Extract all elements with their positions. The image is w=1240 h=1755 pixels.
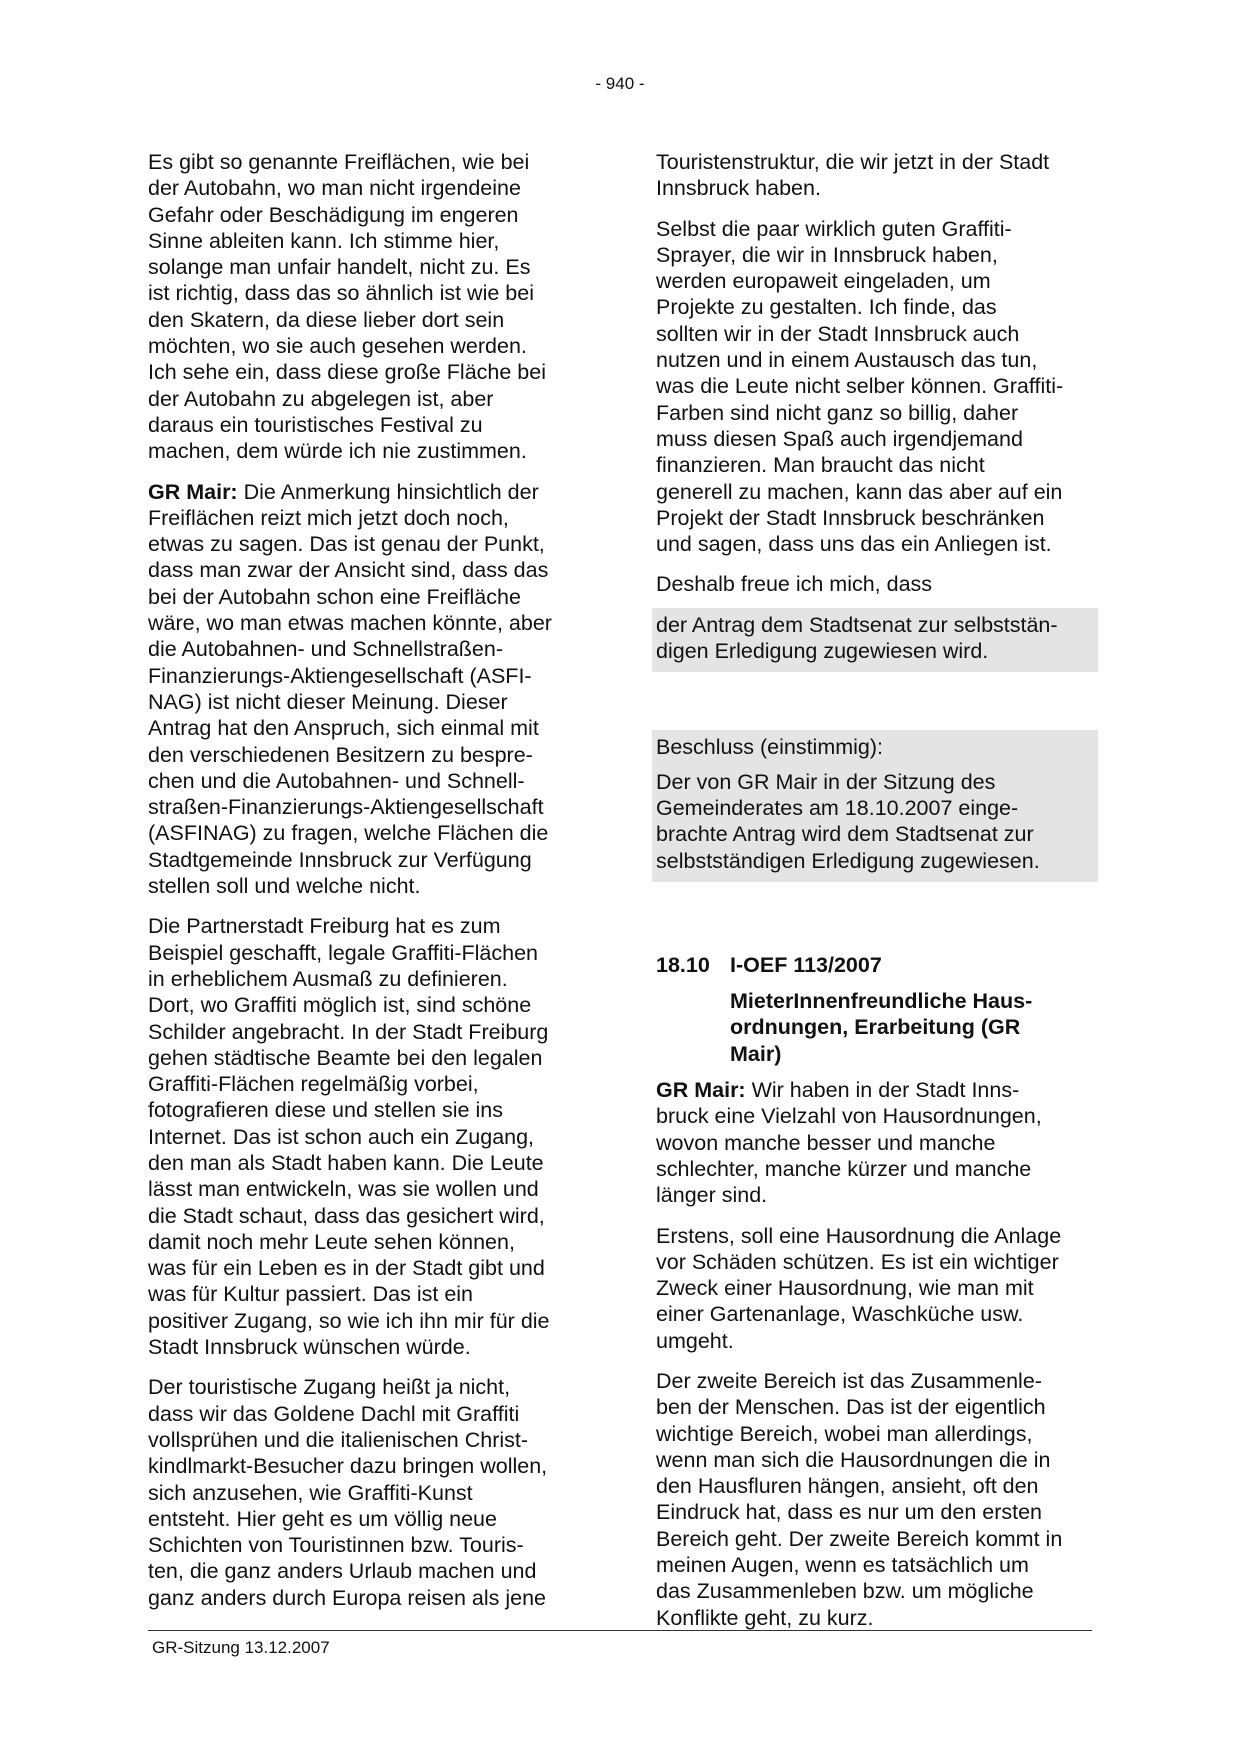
text-line: solange man unfair handelt, nicht zu. Es (148, 255, 531, 280)
text-line: wichtige Bereich, wobei man allerdings, (656, 1421, 1033, 1446)
text-line: Projekt der Stadt Innsbruck beschränken (656, 505, 1045, 530)
text-line: den Skatern, da diese lieber dort sein (148, 307, 505, 332)
text-line: straßen-Finanzierungs-Aktiengesellschaft (148, 795, 544, 820)
text-line: dass wir das Goldene Dachl mit Graffiti (148, 1401, 520, 1426)
text-line: muss diesen Spaß auch irgendjemand (656, 426, 1023, 451)
text-line: Stadtgemeinde Innsbruck zur Verfügung (148, 847, 532, 872)
text-line: Der von GR Mair in der Sitzung des (656, 769, 996, 794)
text-line: die Stadt schaut, dass das gesichert wird, (148, 1203, 545, 1228)
text-line: etwas zu sagen. Das ist genau der Punkt, (148, 532, 545, 557)
text-line: generell zu machen, kann das aber auf ein (656, 479, 1063, 504)
text-line: der Antrag dem Stadtsenat zur selbststän- (656, 612, 1058, 637)
agenda-item-title (730, 988, 1096, 1067)
text-line: ist richtig, dass das so ähnlich ist wie bei (148, 281, 534, 306)
text-line: Selbst die paar wirklich guten Graffiti- (656, 216, 1012, 241)
speaker-paragraph (656, 1077, 1096, 1208)
text-line: sich anzusehen, wie Graffiti-Kunst (148, 1480, 473, 1505)
text-line: vor Schäden schützen. Es ist ein wichtiger (656, 1249, 1059, 1274)
text-line: der Autobahn zu abgelegen ist, aber (148, 386, 494, 411)
paragraph (656, 1368, 1096, 1631)
text-line: digen Erledigung zugewiesen wird. (656, 639, 989, 664)
paragraph (148, 1374, 588, 1611)
speaker-paragraph (148, 479, 588, 900)
agenda-item-code: I-OEF 113/2007 (730, 952, 882, 977)
text-line: Schichten von Touristinnen bzw. Touris- (148, 1533, 524, 1558)
text-line: einer Gartenanlage, Waschküche usw. (656, 1302, 1024, 1327)
agenda-item-header (656, 952, 1096, 978)
text-line: Der touristische Zugang heißt ja nicht, (148, 1375, 511, 1400)
text-line: Innsbruck haben. (656, 176, 821, 201)
text-line: Beschluss (einstimmig): (656, 735, 883, 760)
resolution-title (656, 734, 1096, 760)
text-line: stellen soll und welche nicht. (148, 874, 421, 899)
paragraph (656, 216, 1096, 558)
text-line: vollsprühen und die italienischen Christ- (148, 1427, 529, 1452)
resolution-text (656, 769, 1096, 874)
paragraph (148, 913, 588, 1360)
text-line: Freiflächen reizt mich jetzt doch noch, (148, 505, 509, 530)
footer-divider (148, 1630, 1092, 1631)
text-line: ten, die ganz anders Urlaub machen und (148, 1559, 537, 1584)
text-line: den Hausfluren hängen, ansieht, oft den (656, 1474, 1039, 1499)
text-line: gehen städtische Beamte bei den legalen (148, 1045, 543, 1070)
paragraph (656, 149, 1096, 202)
page-number: - 940 - (595, 74, 645, 93)
resolution-box (652, 730, 1098, 881)
text-line: wäre, wo man etwas machen könnte, aber (148, 611, 552, 636)
text-line: meinen Augen, wenn es tatsächlich um (656, 1553, 1029, 1578)
agenda-item-number: 18.10 (656, 952, 710, 977)
text-line: Der zweite Bereich ist das Zusammenle- (656, 1368, 1042, 1393)
text-line: Stadt Innsbruck wünschen würde. (148, 1335, 471, 1360)
text-line: (ASFINAG) zu fragen, welche Flächen die (148, 821, 549, 846)
text-line: Finanzierungs-Aktiengesellschaft (ASFI- (148, 663, 532, 688)
first-line-text: Die Anmerkung hinsichtlich der (237, 479, 539, 504)
text-line: wovon manche besser und manche (656, 1130, 996, 1155)
right-column (656, 149, 1096, 1645)
text-line: was die Leute nicht selber können. Graffiti- (656, 374, 1064, 399)
paragraph (656, 571, 1096, 597)
text-line: Sinne ableiten kann. Ich stimme hier, (148, 228, 500, 253)
text-line: umgeht. (656, 1328, 734, 1353)
text-line: möchten, wo sie auch gesehen werden. (148, 334, 527, 359)
text-line: dass man zwar der Ansicht sind, dass das (148, 558, 549, 583)
footer-text: GR-Sitzung 13.12.2007 (152, 1638, 330, 1657)
text-line: fotografieren diese und stellen sie ins (148, 1098, 503, 1123)
text-line: was für Kultur passiert. Das ist ein (148, 1282, 474, 1307)
text-line: Es gibt so genannte Freiflächen, wie bei (148, 150, 530, 174)
text-line: NAG) ist nicht dieser Meinung. Dieser (148, 689, 508, 714)
text-line: Konflikte geht, zu kurz. (656, 1605, 874, 1630)
text-line: was für ein Leben es in der Stadt gibt und (148, 1256, 545, 1281)
text-line: bei der Autobahn schon eine Freifläche (148, 584, 521, 609)
text-line: Schilder angebracht. In der Stadt Freiburg (148, 1019, 549, 1044)
text-line: kindlmarkt-Besucher dazu bringen wollen, (148, 1454, 548, 1479)
text-line: Eindruck hat, dass es nur um den ersten (656, 1500, 1043, 1525)
text-line: Dort, wo Graffiti möglich ist, sind schöne (148, 993, 532, 1018)
text-line: Deshalb freue ich mich, dass (656, 572, 933, 597)
text-line: der Autobahn, wo man nicht irgendeine (148, 176, 521, 201)
speaker-label: GR Mair: (148, 479, 238, 504)
text-line: machen, dem würde ich nie zustimmen. (148, 439, 527, 464)
text-line: bruck eine Vielzahl von Hausordnungen, (656, 1104, 1042, 1129)
text-line: Gemeinderates am 18.10.2007 einge- (656, 795, 1019, 820)
text-line: entsteht. Hier geht es um völlig neue (148, 1506, 497, 1531)
text-line: Gefahr oder Beschädigung im engeren (148, 202, 519, 227)
text-line: Beispiel geschafft, legale Graffiti-Flächen (148, 940, 539, 965)
text-line: nutzen und in einem Austausch das tun, (656, 348, 1038, 373)
text-line: MieterInnenfreundliche Haus- (730, 989, 1033, 1014)
text-line: in erheblichem Ausmaß zu definieren. (148, 966, 508, 991)
text-line: Farben sind nicht ganz so billig, daher (656, 400, 1019, 425)
first-line-text: Wir haben in der Stadt Inns- (745, 1078, 1020, 1103)
left-column (148, 149, 588, 1625)
first-line (656, 1077, 1096, 1103)
text-line: Antrag hat den Anspruch, sich einmal mit (148, 716, 539, 741)
text-line: und sagen, dass uns das ein Anliegen ist. (656, 532, 1052, 557)
motion-box (652, 608, 1098, 673)
text-line: ganz anders durch Europa reisen als jene (148, 1585, 547, 1610)
text-line: brachte Antrag wird dem Stadtsenat zur (656, 822, 1034, 847)
text-line: lässt man entwickeln, was sie wollen und (148, 1177, 539, 1202)
text-line: ben der Menschen. Das ist der eigentlich (656, 1395, 1046, 1420)
paragraph (656, 1223, 1096, 1354)
paragraph (148, 149, 588, 465)
text-line: den verschiedenen Besitzern zu bespre- (148, 742, 533, 767)
text-line: den man als Stadt haben kann. Die Leute (148, 1150, 544, 1175)
text-line: Projekte zu gestalten. Ich finde, das (656, 295, 997, 320)
first-line (148, 479, 588, 505)
text-line: Bereich geht. Der zweite Bereich kommt in (656, 1526, 1063, 1551)
text-line: selbstständigen Erledigung zugewiesen. (656, 848, 1040, 873)
text-line: Die Partnerstadt Freiburg hat es zum (148, 914, 501, 939)
text-line: ordnungen, Erarbeitung (GR (730, 1015, 1021, 1040)
text-line: finanzieren. Man braucht das nicht (656, 453, 985, 478)
text-line: Graffiti-Flächen regelmäßig vorbei, (148, 1072, 479, 1097)
text-line: wenn man sich die Hausordnungen die in (656, 1447, 1051, 1472)
paragraph-rest (148, 505, 588, 899)
text-line: Touristenstruktur, die wir jetzt in der Stadt (656, 150, 1050, 174)
text-line: positiver Zugang, so wie ich ihn mir für die (148, 1308, 550, 1333)
speaker-label: GR Mair: (656, 1078, 746, 1103)
paragraph-rest (656, 1103, 1096, 1208)
text-line: schlechter, manche kürzer und manche (656, 1156, 1032, 1181)
text-line: werden europaweit eingeladen, um (656, 269, 991, 294)
text-line: länger sind. (656, 1183, 768, 1208)
text-line: das Zusammenleben bzw. um mögliche (656, 1579, 1034, 1604)
text-line: daraus ein touristisches Festival zu (148, 412, 483, 437)
text-line: Ich sehe ein, dass diese große Fläche bei (148, 360, 546, 385)
text-line: Sprayer, die wir in Innsbruck haben, (656, 242, 998, 267)
text-line: damit noch mehr Leute sehen können, (148, 1229, 515, 1254)
text-line: sollten wir in der Stadt Innsbruck auch (656, 321, 1020, 346)
text-line: chen und die Autobahnen- und Schnell- (148, 768, 525, 793)
text-line: Mair) (730, 1041, 782, 1066)
text-line: Erstens, soll eine Hausordnung die Anlage (656, 1223, 1062, 1248)
text-line: Internet. Das ist schon auch ein Zugang, (148, 1124, 535, 1149)
text-line: Zweck einer Hausordnung, wie man mit (656, 1276, 1034, 1301)
text-line: die Autobahnen- und Schnellstraßen- (148, 637, 503, 662)
